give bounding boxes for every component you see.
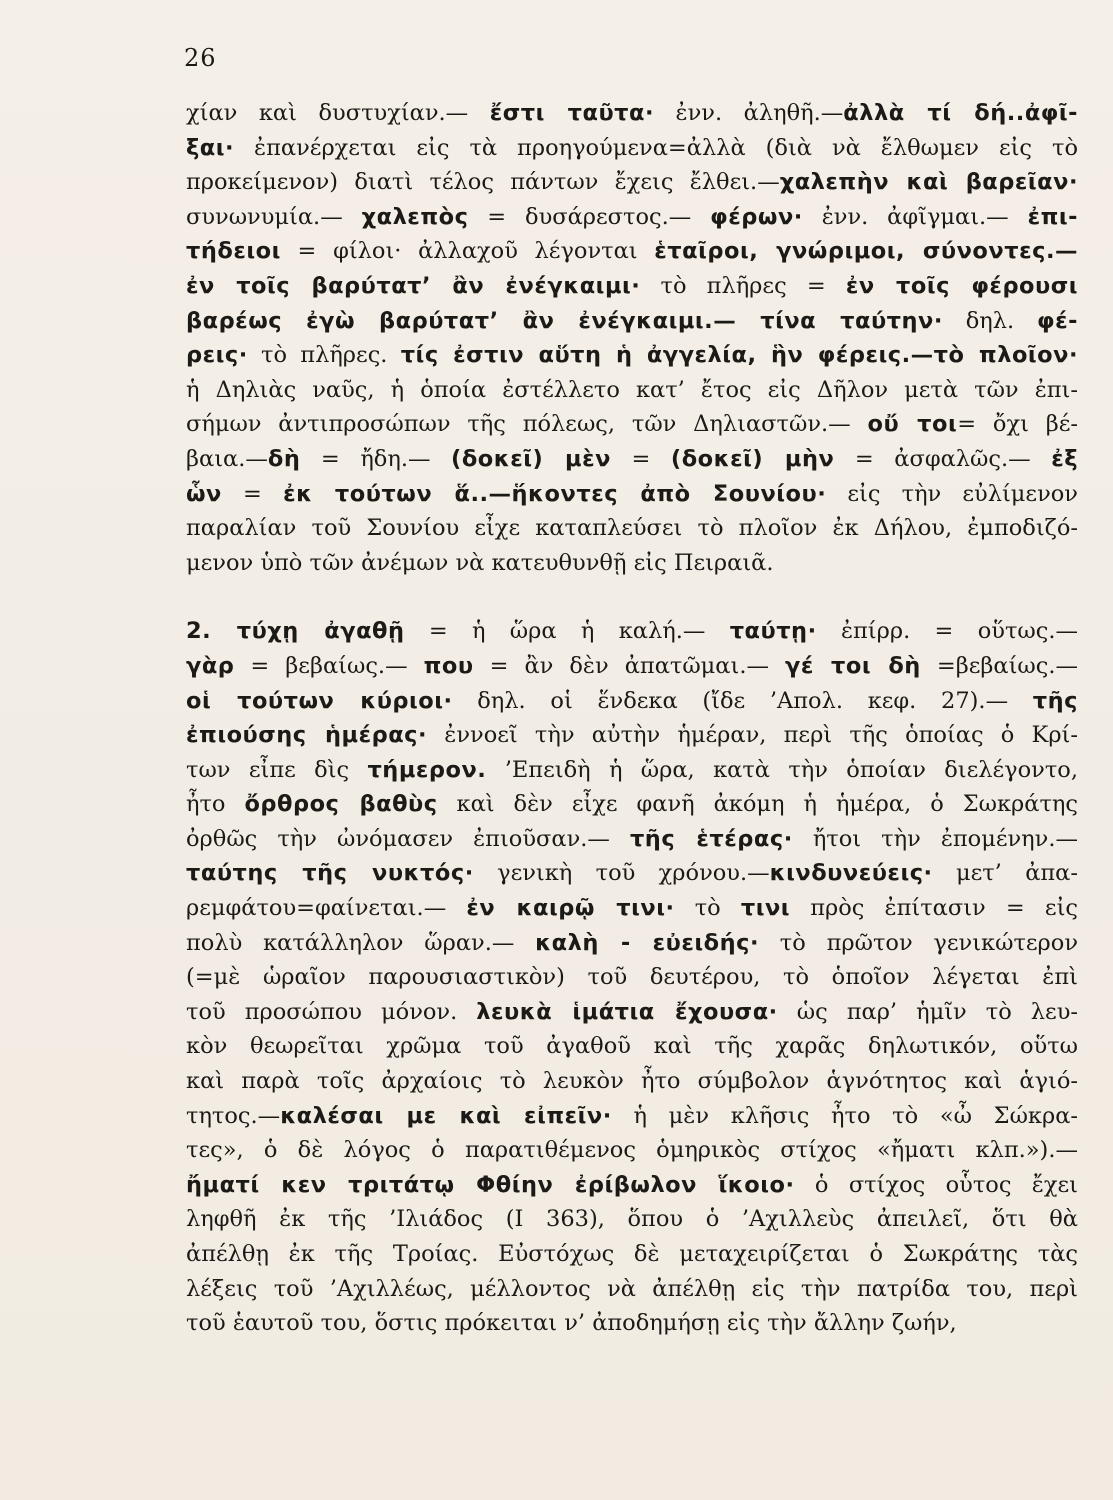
commentary-text-run: = ἂν δὲν ἀπατῶμαι.— xyxy=(473,652,785,679)
commentary-text-run: = ἀσφαλῶς.— xyxy=(834,445,1052,472)
text-line xyxy=(186,373,1078,408)
lemma-term: γέ τοι δὴ xyxy=(785,652,921,679)
text-line xyxy=(186,753,1078,788)
text-line xyxy=(186,269,1078,304)
lemma-term: οἱ τούτων κύριοι· xyxy=(186,687,453,714)
lemma-term: ἤματί κεν τριτάτῳ Φθίην ἐρίβωλον ἵκοιο· xyxy=(186,1171,795,1198)
text-line xyxy=(186,165,1078,200)
commentary-text-run: τὸ πρῶτον γενικώτερον xyxy=(759,929,1078,956)
commentary-text-run: εἰς τὴν εὐλίμενον xyxy=(826,480,1078,507)
commentary-text-run: ’Επειδὴ ἡ ὥρα, κατὰ τὴν ὁποίαν διελέγοντο, xyxy=(486,756,1078,783)
lemma-term: ἔστι ταῦτα· xyxy=(489,100,655,126)
lemma-term: βαρέως ἐγὼ βαρύτατ’ ἂν ἐνέγκαιμι.— τίνα ταύτην· xyxy=(186,307,943,334)
commentary-text-run: = δυσάρεστος.— xyxy=(468,203,711,230)
text-line xyxy=(186,995,1078,1030)
lemma-term: φέρων· xyxy=(710,203,803,230)
text-line xyxy=(186,200,1078,235)
paragraph-gap xyxy=(186,580,1078,614)
commentary-text-run: δηλ. οἱ ἕνδεκα (ἴδε ’Απολ. κεφ. 27).— xyxy=(452,687,1033,714)
commentary-text-run: βαια.— xyxy=(186,445,268,472)
commentary-text xyxy=(186,96,1078,1341)
lemma-term: ξαι· xyxy=(186,134,235,161)
text-line xyxy=(186,614,1078,649)
lemma-term: δὴ xyxy=(267,445,301,472)
commentary-text-run: μετ’ ἀπα- xyxy=(932,860,1078,887)
text-line xyxy=(186,718,1078,753)
lemma-term: ρεις· xyxy=(186,342,248,369)
page-number: 26 xyxy=(184,44,217,72)
commentary-text-run: ἡ Δηλιὰς ναῦς, ἡ ὁποία ἐστέλλετο κατ’ ἔτος εἰς Δῆλον μετὰ τῶν ἐπι- xyxy=(186,376,1078,403)
lemma-term: ἐξ xyxy=(1051,445,1078,472)
commentary-text-run: (=μὲ ὡραῖον παρουσιαστικὸν) τοῦ δευτέρου, τὸ ὁποῖον λέγεται ἐπὶ xyxy=(186,964,1078,991)
text-line xyxy=(186,407,1078,442)
lemma-term: ταύτης τῆς νυκτός· xyxy=(186,860,474,887)
commentary-text-run: ἀπέλθῃ ἐκ τῆς Τροίας. Εὐστόχως δὲ μεταχειρίζεται ὁ Σωκράτης τὰς xyxy=(186,1241,1078,1267)
lemma-term: χαλεπὸς xyxy=(361,203,469,230)
commentary-text-run: ἐπανέρχεται εἰς τὰ προηγούμενα=ἀλλὰ (διὰ νὰ ἔλθωμεν εἰς τὸ xyxy=(234,134,1078,161)
text-line xyxy=(186,787,1078,822)
lemma-term: γὰρ xyxy=(186,652,235,679)
commentary-text-run: = ὄχι βέ- xyxy=(957,411,1078,438)
commentary-text-run: ὁ στίχος οὗτος ἔχει xyxy=(794,1171,1078,1198)
commentary-text-run: σήμων ἀντιπροσώπων τῆς πόλεως, τῶν Δηλιαστῶν.— xyxy=(186,411,868,438)
lemma-term: ταύτῃ· xyxy=(729,618,817,645)
text-line xyxy=(186,511,1078,546)
commentary-text-run: καὶ παρὰ τοῖς ἀρχαίοις τὸ λευκὸν ἦτο σύμβολον ἁγνότητος καὶ ἁγιό- xyxy=(186,1068,1078,1095)
commentary-text-run: μενον ὑπὸ τῶν ἀνέμων νὰ κατευθυνθῇ εἰς Πειραιᾶ. xyxy=(186,549,774,576)
lemma-term: λευκὰ ἱμάτια ἔχουσα· xyxy=(476,998,778,1025)
paragraph xyxy=(186,614,1078,1340)
commentary-text-run: ὡς παρ’ ἡμῖν τὸ λευ- xyxy=(777,998,1078,1025)
commentary-text-run: = φίλοι· ἀλλαχοῦ λέγονται xyxy=(280,238,655,265)
commentary-text-run: προκείμενον) διατὶ τέλος πάντων ἔχεις ἔλθει.— xyxy=(186,169,780,196)
lemma-term: ἀλλὰ τί δή..ἀφῖ- xyxy=(843,100,1078,126)
lemma-term: οὔ τοι xyxy=(867,411,958,438)
lemma-term: ἐν τοῖς βαρύτατ’ ἂν ἐνέγκαιμι· xyxy=(186,272,641,299)
lemma-term: χαλεπὴν καὶ βαρεῖαν· xyxy=(779,169,1078,196)
commentary-text-run: = βεβαίως.— xyxy=(234,652,424,679)
commentary-text-run: ἐννοεῖ τὴν αὐτὴν ἡμέραν, περὶ τῆς ὁποίας ὁ Κρί- xyxy=(427,722,1078,749)
lemma-term: (δοκεῖ) μὴν xyxy=(670,445,835,472)
commentary-text-run: ἐνν. ἀληθῆ.— xyxy=(654,100,844,126)
commentary-text-run: των εἶπε δὶς xyxy=(186,756,368,783)
text-line xyxy=(186,1099,1078,1134)
commentary-text-run: ἦτο xyxy=(186,791,245,818)
text-line xyxy=(186,1202,1078,1237)
commentary-text-run: =βεβαίως.— xyxy=(920,652,1078,679)
commentary-text-run: = xyxy=(610,445,671,472)
commentary-text-run: πρὸς ἐπίτασιν = εἰς xyxy=(790,895,1078,922)
lemma-term: που xyxy=(423,652,474,679)
text-line xyxy=(186,477,1078,512)
text-line xyxy=(186,96,1078,131)
lemma-term: ὧν xyxy=(186,480,222,507)
lemma-term: τινι xyxy=(740,895,791,922)
commentary-text-run: δηλ. xyxy=(942,307,1038,334)
commentary-text-run: τοῦ ἑαυτοῦ του, ὅστις πρόκειται ν’ ἀποδημήσῃ εἰς τὴν ἄλλην ζωήν, xyxy=(186,1310,957,1337)
text-line xyxy=(186,1133,1078,1168)
text-line xyxy=(186,1272,1078,1307)
commentary-text-run: ἐπίρρ. = οὕτως.— xyxy=(816,618,1078,645)
text-line xyxy=(186,234,1078,269)
commentary-text-run: τὸ πλῆρες. xyxy=(247,342,401,369)
lemma-term: κινδυνεύεις· xyxy=(769,860,933,887)
lemma-term: τίς ἐστιν αὕτη ἡ ἀγγελία, ἣν φέρεις.—τὸ πλοῖον· xyxy=(400,342,1078,369)
lemma-term: ἐπιούσης ἡμέρας· xyxy=(186,722,428,749)
lemma-term: καλέσαι με καὶ εἰπεῖν· xyxy=(280,1102,612,1129)
commentary-text-run: ἡ μὲν κλῆσις ἦτο τὸ «ὦ Σώκρα- xyxy=(611,1102,1078,1129)
lemma-term: ἐν καιρῷ τινι· xyxy=(466,895,675,922)
text-line xyxy=(186,822,1078,857)
lemma-term: φέ- xyxy=(1037,307,1078,334)
commentary-text-run: = ἡ ὥρα ἡ καλή.— xyxy=(404,618,730,645)
text-line xyxy=(186,1029,1078,1064)
lemma-term: 2. τύχῃ ἀγαθῇ xyxy=(186,618,405,645)
commentary-text-run: καὶ δὲν εἶχε φανῆ ἀκόμη ἡ ἡμέρα, ὁ Σωκράτης xyxy=(437,791,1078,818)
commentary-text-run: πολὺ κατάλληλον ὥραν.— xyxy=(186,929,536,956)
lemma-term: τήδειοι xyxy=(186,238,281,265)
text-line xyxy=(186,338,1078,373)
lemma-term: ἑταῖροι, γνώριμοι, σύνοντες.— xyxy=(654,238,1078,265)
text-line xyxy=(186,1306,1078,1341)
text-line xyxy=(186,1168,1078,1203)
commentary-text-run: συνωνυμία.— xyxy=(186,203,362,230)
text-line xyxy=(186,856,1078,891)
text-line xyxy=(186,926,1078,961)
paragraph xyxy=(186,96,1078,580)
commentary-text-run: τες», ὁ δὲ λόγος ὁ παρατιθέμενος ὁμηρικὸς στίχος «ἤματι κλπ.»).— xyxy=(186,1137,1078,1164)
text-line xyxy=(186,442,1078,477)
commentary-text-run: τὸ xyxy=(674,895,741,922)
commentary-text-run: ἤτοι τὴν ἐπομένην.— xyxy=(792,825,1078,852)
commentary-text-run: χίαν καὶ δυστυχίαν.— xyxy=(186,100,490,126)
text-line xyxy=(186,131,1078,166)
commentary-text-run: = xyxy=(221,480,284,507)
lemma-term: (δοκεῖ) μὲν xyxy=(451,445,611,472)
commentary-text-run: λέξεις τοῦ ’Αχιλλέως, μέλλοντος νὰ ἀπέλθῃ εἰς τὴν πατρίδα του, περὶ xyxy=(186,1275,1078,1302)
commentary-text-run: ληφθῆ ἐκ τῆς ’Ιλιάδος (Ι 363), ὅπου ὁ ’Αχιλλεὺς ἀπειλεῖ, ὅτι θὰ xyxy=(186,1206,1078,1233)
text-line xyxy=(186,546,1078,581)
commentary-text-run: ρεμφάτου=φαίνεται.— xyxy=(186,895,467,922)
text-line xyxy=(186,891,1078,926)
commentary-text-run: τὸ πλῆρες = xyxy=(640,272,846,299)
lemma-term: ἐκ τούτων ἅ..—ἥκοντες ἀπὸ Σουνίου· xyxy=(283,480,827,507)
lemma-term: τῆς xyxy=(1032,687,1078,714)
lemma-term: καλὴ - εὐειδής· xyxy=(535,929,760,956)
commentary-text-run: = ἤδη.— xyxy=(300,445,452,472)
lemma-term: τήμερον. xyxy=(367,756,487,783)
commentary-text-run: παραλίαν τοῦ Σουνίου εἶχε καταπλεύσει τὸ πλοῖον ἐκ Δήλου, ἐμποδιζό- xyxy=(186,515,1078,542)
text-line xyxy=(186,684,1078,719)
commentary-text-run: ἐνν. ἀφῖγμαι.— xyxy=(802,203,1028,230)
text-line xyxy=(186,1237,1078,1272)
commentary-text-run: γενικὴ τοῦ χρόνου.— xyxy=(473,860,770,887)
text-line xyxy=(186,960,1078,995)
commentary-text-run: ὀρθῶς τὴν ὠνόμασεν ἐπιοῦσαν.— xyxy=(186,825,630,852)
lemma-term: ἐπι- xyxy=(1027,203,1078,230)
lemma-term: ὄρθρος βαθὺς xyxy=(244,791,438,818)
commentary-text-run: τοῦ προσώπου μόνον. xyxy=(186,998,477,1025)
commentary-text-run: τητος.— xyxy=(186,1102,281,1129)
lemma-term: ἐν τοῖς φέρουσι xyxy=(845,272,1078,299)
text-line xyxy=(186,649,1078,684)
text-line xyxy=(186,1064,1078,1099)
text-line xyxy=(186,304,1078,339)
commentary-text-run: κὸν θεωρεῖται χρῶμα τοῦ ἀγαθοῦ καὶ τῆς χαρᾶς δηλωτικόν, οὕτω xyxy=(186,1033,1078,1060)
lemma-term: τῆς ἑτέρας· xyxy=(629,825,793,852)
